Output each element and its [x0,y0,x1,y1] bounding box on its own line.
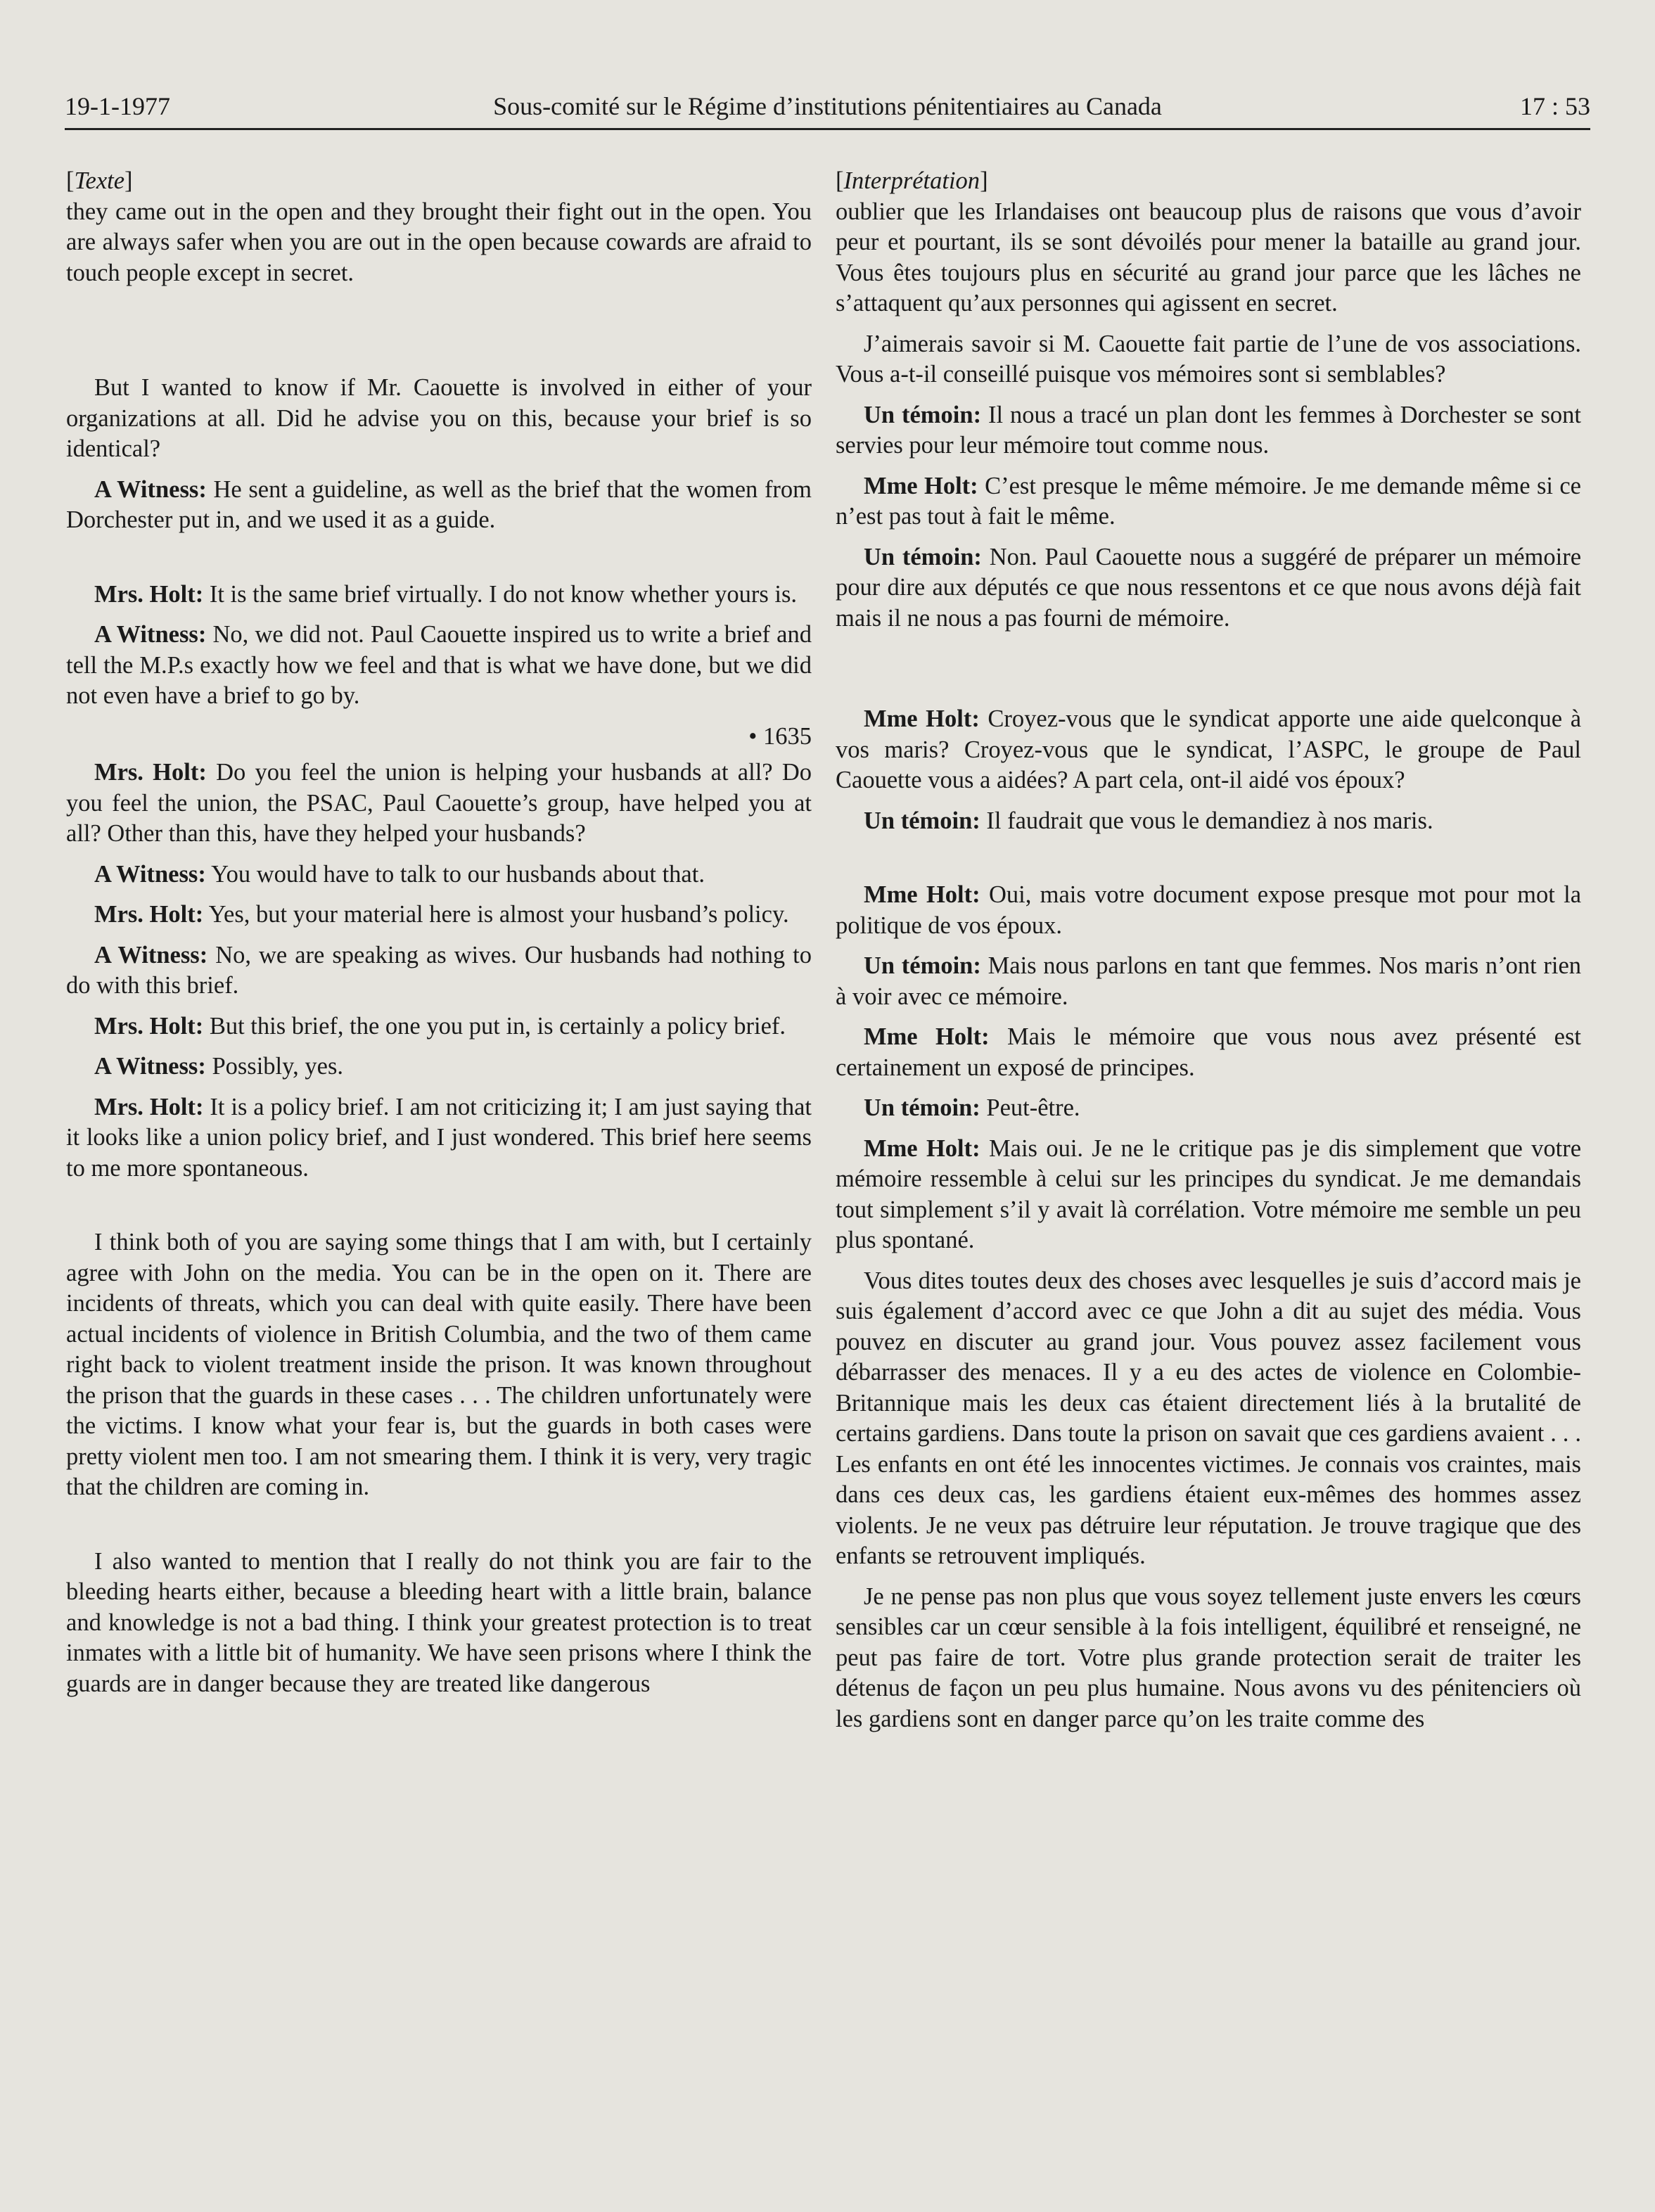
language-marker-interpretation: [Interprétation] [836,167,988,194]
paragraph: Un témoin: Mais nous parlons en tant que femmes. Nos maris n’ont rien à voir avec ce mémoire. [836,952,1582,1010]
paragraph: A Witness: No, we are speaking as wives. Our husbands had nothing to do with this brief. [66,941,812,999]
speaker-label: Un témoin: [864,807,980,834]
paragraph: But I wanted to know if Mr. Caouette is involved in either of your organizations at all. Did he advise you on this, because your brief is so identical? [66,374,812,462]
paragraph: J’aimerais savoir si M. Caouette fait partie de l’une de vos associations. Vous a-t-il conseillé puisque vos mémoires sont si semblables? [836,330,1581,388]
header-page-number: 17 : 53 [1519,92,1590,120]
paragraph: Un témoin: Il faudrait que vous le demandiez à nos maris. [864,807,1433,834]
speaker-label: Mrs. Holt: [94,901,204,928]
paragraph: I think both of you are saying some things that I am with, but I certainly agree with John on the media. You can be in the open on it. There are incidents of threats, which you can deal with quite easily. There have been actual incidents of violence in British Columbia, and the two of them came right back to violent treatment inside the prison. It was known throughout the prison that the guards in these cases . . . The children unfortunately were the victims. I know what your fear is, but the guards in both cases were pretty violent men too. I am not smearing them. I think it is very, very tragic that the children are coming in. [66,1229,812,1500]
speaker-label: Un témoin: [864,543,982,570]
paragraph: I also wanted to mention that I really do not think you are fair to the bleeding hearts either, because a bleeding heart with a little brain, balance and knowledge is not a bad thing. I think your greatest protection is to treat inmates with a little bit of humanity. We have seen prisons where I think the guards are in danger because they are treated like dangerous [66,1547,812,1697]
paragraph: Mrs. Holt: Do you feel the union is helping your husbands at all? Do you feel the union, the PSAC, Paul Caouette’s group, have helped you at all? Other than this, have they helped your husbands? [66,759,812,847]
speaker-label: Mrs. Holt: [94,1012,204,1040]
paragraph: Mme Holt: Croyez-vous que le syndicat apporte une aide quelconque à vos maris? Croyez-vous que le syndicat, l’ASPC, le groupe de Paul Caouette vous a aidées? A part cela, ont-il aidé vos époux? [836,705,1582,793]
paragraph: Mrs. Holt: Yes, but your material here is almost your husband’s policy. [94,901,789,928]
speaker-label: Mme Holt: [864,1134,980,1162]
paragraph: Mme Holt: Mais oui. Je ne le critique pas je dis simplement que votre mémoire ressemble à celui sur les principes du syndicat. Je me demandais tout simplement s’il y avait là corrélation. Votre mémoire me semble un peu plus spontané. [836,1134,1582,1253]
paragraph: A Witness: Possibly, yes. [94,1053,344,1080]
paragraph: Vous dites toutes deux des choses avec lesquelles je suis d’accord mais je suis également d’accord avec ce que John a dit au sujet des média. Vous pouvez en discuter au grand jour. Vous pouvez assez facilement vous débarrasser des menaces. Il y a eu des actes de violence en Colombie-Britannique mais les deux cas étaient directement liés à la brutalité de certains gardiens. Dans toute la prison on savait que ces gardiens avaient . . . Les enfants en ont été les innocentes victimes. Je connais vos craintes, mais dans ces deux cas, les gardiens étaient eux-mêmes des hommes assez violents. Je ne veux pas détruire leur réputation. Je trouve tragique que des enfants se retrouvent impliqués. [836,1267,1581,1569]
right-column-french [836,166,1581,1734]
running-header [65,83,1590,130]
paragraph: Mrs. Holt: It is the same brief virtually. I do not know whether yours is. [94,580,798,608]
speaker-label: A Witness: [94,860,206,888]
paragraph: A Witness: He sent a guideline, as well as the brief that the women from Dorchester put in, and we used it as a guide. [66,475,812,533]
speaker-label: Mme Holt: [864,705,980,732]
header-date: 19-1-1977 [65,92,170,120]
speaker-label: A Witness: [94,475,207,503]
speaker-label: Un témoin: [864,952,981,979]
paragraph: Un témoin: Peut-être. [864,1094,1080,1121]
time-stamp: • 1635 [748,722,812,750]
paragraph: Je ne pense pas non plus que vous soyez tellement juste envers les cœurs sensibles car un cœur sensible à la fois intelligent, équilibré et renseigné, ne peut pas faire de tort. Votre plus grande protection serait de traiter les détenus de façon un peu plus humaine. Nous avons vu des pénitenciers où les gardiens sont en danger parce qu’on les traite comme des [836,1583,1581,1732]
paragraph: Un témoin: Non. Paul Caouette nous a suggéré de préparer un mémoire pour dire aux députés ce que nous ressentons et ce que nous avons déjà fait mais il ne nous a pas fourni de mémoire. [836,543,1582,632]
paragraph: Mrs. Holt: But this brief, the one you put in, is certainly a policy brief. [94,1012,786,1040]
paragraph: oublier que les Irlandaises ont beaucoup plus de raisons que vous d’avoir peur et pourtant, ils se sont dévoilés pour mener la bataille au grand jour. Vous êtes toujours plus en sécurité au grand jour parce que les lâches ne s’attaquent qu’aux personnes qui agissent en secret. [836,198,1581,317]
speaker-label: Un témoin: [864,1094,980,1121]
speaker-label: Mrs. Holt: [94,759,207,786]
speaker-label: Mrs. Holt: [94,1093,204,1120]
paragraph: Mme Holt: Oui, mais votre document expose presque mot pour mot la politique de vos époux. [836,881,1582,939]
paragraph: A Witness: You would have to talk to our husbands about that. [94,860,705,888]
paragraph: Un témoin: Il nous a tracé un plan dont les femmes à Dorchester se sont servies pour leur mémoire tout comme nous. [836,401,1582,459]
left-column-english [66,166,812,1699]
paragraph: Mme Holt: C’est presque le même mémoire. Je me demande même si ce n’est pas tout à fait le même. [836,472,1581,530]
speaker-label: Mrs. Holt: [94,580,204,608]
speaker-label: A Witness: [94,621,207,648]
paragraph: they came out in the open and they brought their fight out in the open. You are always safer when you are out in the open because cowards are afraid to touch people except in secret. [66,198,812,286]
paragraph: Mme Holt: Mais le mémoire que vous nous avez présenté est certainement un exposé de principes. [836,1023,1581,1081]
speaker-label: A Witness: [94,1053,206,1080]
speaker-label: A Witness: [94,941,208,968]
paragraph: A Witness: No, we did not. Paul Caouette inspired us to write a brief and tell the M.P.s exactly how we feel and that is what we have done, but we did not even have a brief to go by. [66,621,812,709]
paragraph: Mrs. Holt: It is a policy brief. I am not criticizing it; I am just saying that it looks like a union policy brief, and I just wondered. This brief here seems to me more spontaneous. [66,1093,812,1182]
speaker-label: Un témoin: [864,401,982,428]
speaker-label: Mme Holt: [864,472,978,499]
language-marker-texte: [Texte] [66,167,133,194]
speaker-label: Mme Holt: [864,1023,990,1050]
header-title: Sous-comité sur le Régime d’institutions pénitentiaires au Canada [493,92,1162,120]
speaker-label: Mme Holt: [864,881,980,908]
